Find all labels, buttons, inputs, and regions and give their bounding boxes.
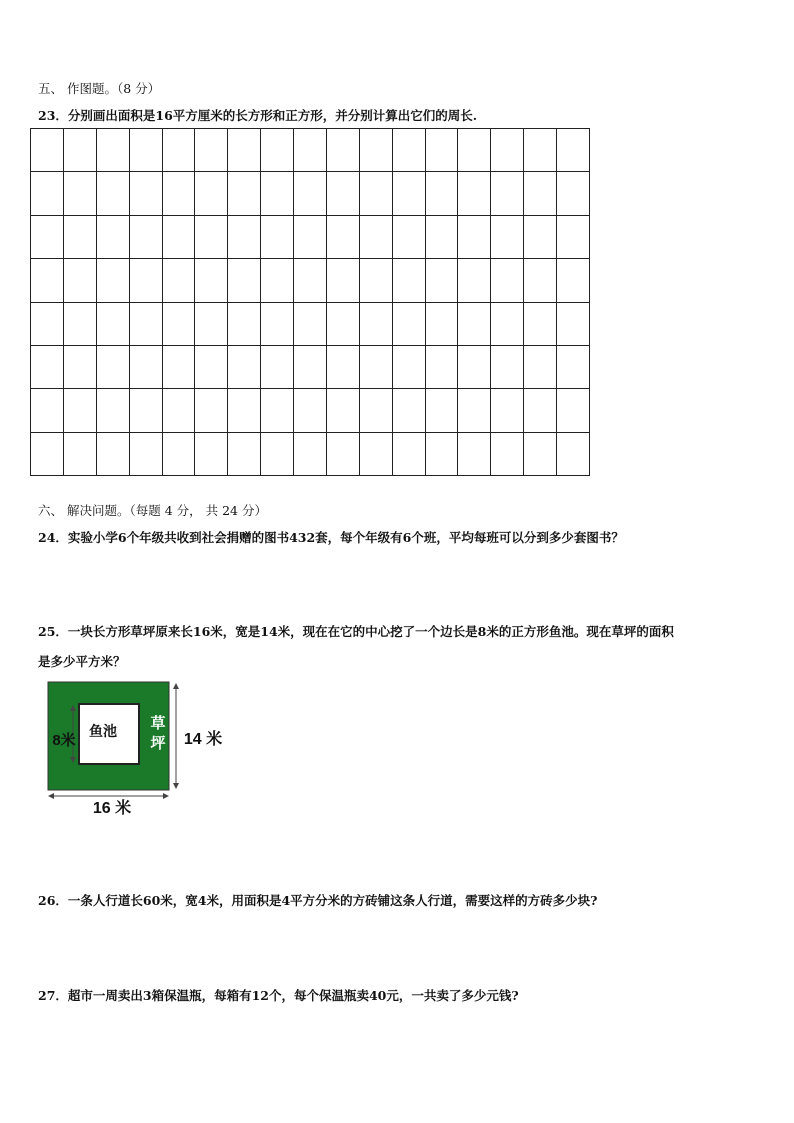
question-27: 27．超市一周卖出3箱保温瓶，每箱有12个，每个保温瓶卖40元，一共卖了多少元钱? — [38, 988, 519, 1003]
grid-cell[interactable] — [96, 302, 129, 345]
grid-cell[interactable] — [425, 172, 458, 215]
grid-cell[interactable] — [195, 302, 228, 345]
grid-cell[interactable] — [162, 302, 195, 345]
grid-cell[interactable] — [557, 432, 590, 475]
grid-cell[interactable] — [63, 345, 96, 388]
grid-cell[interactable] — [557, 302, 590, 345]
grid-cell[interactable] — [425, 129, 458, 172]
grid-cell[interactable] — [162, 129, 195, 172]
grid-cell[interactable] — [31, 129, 64, 172]
grid-cell[interactable] — [96, 259, 129, 302]
grid-cell[interactable] — [359, 172, 392, 215]
grid-cell[interactable] — [326, 389, 359, 432]
grid-cell[interactable] — [31, 215, 64, 258]
grid-cell[interactable] — [228, 172, 261, 215]
grid-cell[interactable] — [195, 129, 228, 172]
grid-cell[interactable] — [195, 259, 228, 302]
grid-cell[interactable] — [359, 259, 392, 302]
grid-row — [31, 432, 590, 475]
drawing-grid[interactable] — [30, 128, 590, 476]
section-5-heading: 五、 作图题。（8 分） — [38, 81, 161, 96]
grid-cell[interactable] — [96, 129, 129, 172]
question-23: 23．分别画出面积是16平方厘米的长方形和正方形，并分别计算出它们的周长. — [38, 108, 478, 123]
grid-cell[interactable] — [228, 432, 261, 475]
grid-cell[interactable] — [294, 345, 327, 388]
grid-cell[interactable] — [458, 302, 491, 345]
grid-cell[interactable] — [195, 172, 228, 215]
grid-cell[interactable] — [129, 215, 162, 258]
grid-cell[interactable] — [96, 432, 129, 475]
question-24: 24．实验小学6个年级共收到社会捐赠的图书432套，每个年级有6个班，平均每班可以分到多少套图书？ — [38, 530, 624, 545]
grid-cell[interactable] — [392, 432, 425, 475]
grid-cell[interactable] — [261, 172, 294, 215]
grid-cell[interactable] — [228, 129, 261, 172]
grid-cell[interactable] — [63, 259, 96, 302]
grid-cell[interactable] — [228, 215, 261, 258]
grid-cell[interactable] — [458, 432, 491, 475]
grid-cell[interactable] — [31, 172, 64, 215]
grid-cell[interactable] — [557, 129, 590, 172]
grid-cell[interactable] — [63, 432, 96, 475]
grid-cell[interactable] — [524, 432, 557, 475]
grid-cell[interactable] — [63, 129, 96, 172]
grid-cell[interactable] — [557, 259, 590, 302]
grid-cell[interactable] — [392, 172, 425, 215]
grid-cell[interactable] — [129, 345, 162, 388]
grid-cell[interactable] — [129, 302, 162, 345]
grid-cell[interactable] — [491, 215, 524, 258]
grid-cell[interactable] — [491, 302, 524, 345]
grid-cell[interactable] — [557, 215, 590, 258]
grid-cell[interactable] — [261, 215, 294, 258]
grid-row — [31, 215, 590, 258]
grid-row — [31, 172, 590, 215]
grid-cell[interactable] — [359, 129, 392, 172]
lawn-label-2: 坪 — [150, 735, 166, 752]
grid-row — [31, 129, 590, 172]
pond-label: 鱼池 — [89, 723, 117, 739]
grid-cell[interactable] — [261, 259, 294, 302]
grid-cell[interactable] — [63, 172, 96, 215]
grid-cell[interactable] — [294, 302, 327, 345]
grid-cell[interactable] — [162, 172, 195, 215]
grid-cell[interactable] — [31, 389, 64, 432]
grid-cell[interactable] — [129, 432, 162, 475]
lawn-height-label: 14 米 — [183, 731, 223, 748]
pond-side-label: 8米 — [52, 732, 76, 749]
grid-cell[interactable] — [195, 432, 228, 475]
grid-cell[interactable] — [425, 215, 458, 258]
grid-cell[interactable] — [261, 345, 294, 388]
grid-cell[interactable] — [491, 345, 524, 388]
grid-cell[interactable] — [491, 172, 524, 215]
grid-cell[interactable] — [294, 129, 327, 172]
grid-cell[interactable] — [129, 259, 162, 302]
grid-cell[interactable] — [162, 215, 195, 258]
grid-cell[interactable] — [261, 389, 294, 432]
grid-row — [31, 259, 590, 302]
grid-cell[interactable] — [524, 129, 557, 172]
grid-cell[interactable] — [326, 172, 359, 215]
grid-cell[interactable] — [425, 259, 458, 302]
grid-cell[interactable] — [63, 302, 96, 345]
grid-cell[interactable] — [326, 302, 359, 345]
grid-row — [31, 389, 590, 432]
grid-cell[interactable] — [524, 345, 557, 388]
grid-cell[interactable] — [96, 345, 129, 388]
grid-cell[interactable] — [228, 259, 261, 302]
grid-cell[interactable] — [228, 345, 261, 388]
question-25-line-2: 是多少平方米？ — [38, 654, 126, 669]
lawn-pond-figure — [40, 678, 240, 818]
grid-cell[interactable] — [162, 432, 195, 475]
grid-cell[interactable] — [326, 432, 359, 475]
grid-cell[interactable] — [359, 389, 392, 432]
grid-cell[interactable] — [425, 389, 458, 432]
grid-cell[interactable] — [425, 302, 458, 345]
grid-cell[interactable] — [31, 302, 64, 345]
grid-cell[interactable] — [294, 172, 327, 215]
grid-cell[interactable] — [261, 302, 294, 345]
grid-cell[interactable] — [294, 389, 327, 432]
grid-cell[interactable] — [557, 389, 590, 432]
grid-cell[interactable] — [162, 389, 195, 432]
grid-cell[interactable] — [31, 432, 64, 475]
lawn-label-1: 草 — [150, 715, 166, 732]
grid-cell[interactable] — [326, 129, 359, 172]
grid-cell[interactable] — [228, 389, 261, 432]
grid-cell[interactable] — [294, 259, 327, 302]
grid-cell[interactable] — [491, 259, 524, 302]
grid-cell[interactable] — [491, 432, 524, 475]
lawn-width-label: 16 米 — [92, 800, 132, 817]
grid-cell[interactable] — [524, 215, 557, 258]
grid-cell[interactable] — [392, 389, 425, 432]
grid-cell[interactable] — [425, 432, 458, 475]
grid-cell[interactable] — [359, 215, 392, 258]
grid-cell[interactable] — [359, 432, 392, 475]
grid-cell[interactable] — [261, 432, 294, 475]
grid-cell[interactable] — [326, 345, 359, 388]
grid-cell[interactable] — [129, 172, 162, 215]
grid-cell[interactable] — [557, 345, 590, 388]
grid-cell[interactable] — [458, 172, 491, 215]
grid-cell[interactable] — [392, 259, 425, 302]
grid-cell[interactable] — [195, 215, 228, 258]
grid-cell[interactable] — [96, 215, 129, 258]
grid-cell[interactable] — [294, 432, 327, 475]
grid-cell[interactable] — [162, 259, 195, 302]
grid-cell[interactable] — [326, 259, 359, 302]
grid-cell[interactable] — [31, 345, 64, 388]
grid-cell[interactable] — [491, 389, 524, 432]
grid-cell[interactable] — [392, 302, 425, 345]
grid-cell[interactable] — [96, 172, 129, 215]
grid-cell[interactable] — [557, 172, 590, 215]
grid-cell[interactable] — [96, 389, 129, 432]
question-25-line-1: 25．一块长方形草坪原来长16米，宽是14米，现在在它的中心挖了一个边长是8米的正方形鱼池。现在草坪的面积 — [38, 624, 674, 639]
grid-cell[interactable] — [524, 302, 557, 345]
grid-cell[interactable] — [458, 129, 491, 172]
grid-cell[interactable] — [195, 345, 228, 388]
grid-cell[interactable] — [63, 215, 96, 258]
grid-cell[interactable] — [129, 129, 162, 172]
grid-cell[interactable] — [195, 389, 228, 432]
grid-cell[interactable] — [491, 129, 524, 172]
grid-cell[interactable] — [359, 302, 392, 345]
section-6-heading: 六、 解决问题。（每题 4 分， 共 24 分） — [38, 503, 267, 518]
grid-cell[interactable] — [458, 345, 491, 388]
question-26: 26．一条人行道长60米，宽4米，用面积是4平方分米的方砖铺这条人行道，需要这样的方砖多少块? — [38, 893, 598, 908]
grid-cell[interactable] — [392, 215, 425, 258]
grid-cell[interactable] — [31, 259, 64, 302]
grid-cell[interactable] — [294, 215, 327, 258]
grid-cell[interactable] — [392, 345, 425, 388]
grid-cell[interactable] — [458, 259, 491, 302]
grid-row — [31, 345, 590, 388]
grid-cell[interactable] — [458, 389, 491, 432]
grid-cell[interactable] — [228, 302, 261, 345]
grid-cell[interactable] — [524, 259, 557, 302]
grid-cell[interactable] — [63, 389, 96, 432]
grid-cell[interactable] — [524, 172, 557, 215]
grid-cell[interactable] — [129, 389, 162, 432]
grid-cell[interactable] — [425, 345, 458, 388]
grid-cell[interactable] — [524, 389, 557, 432]
grid-cell[interactable] — [261, 129, 294, 172]
grid-cell[interactable] — [162, 345, 195, 388]
grid-cell[interactable] — [392, 129, 425, 172]
grid-cell[interactable] — [458, 215, 491, 258]
grid-row — [31, 302, 590, 345]
grid-cell[interactable] — [326, 215, 359, 258]
grid-cell[interactable] — [359, 345, 392, 388]
